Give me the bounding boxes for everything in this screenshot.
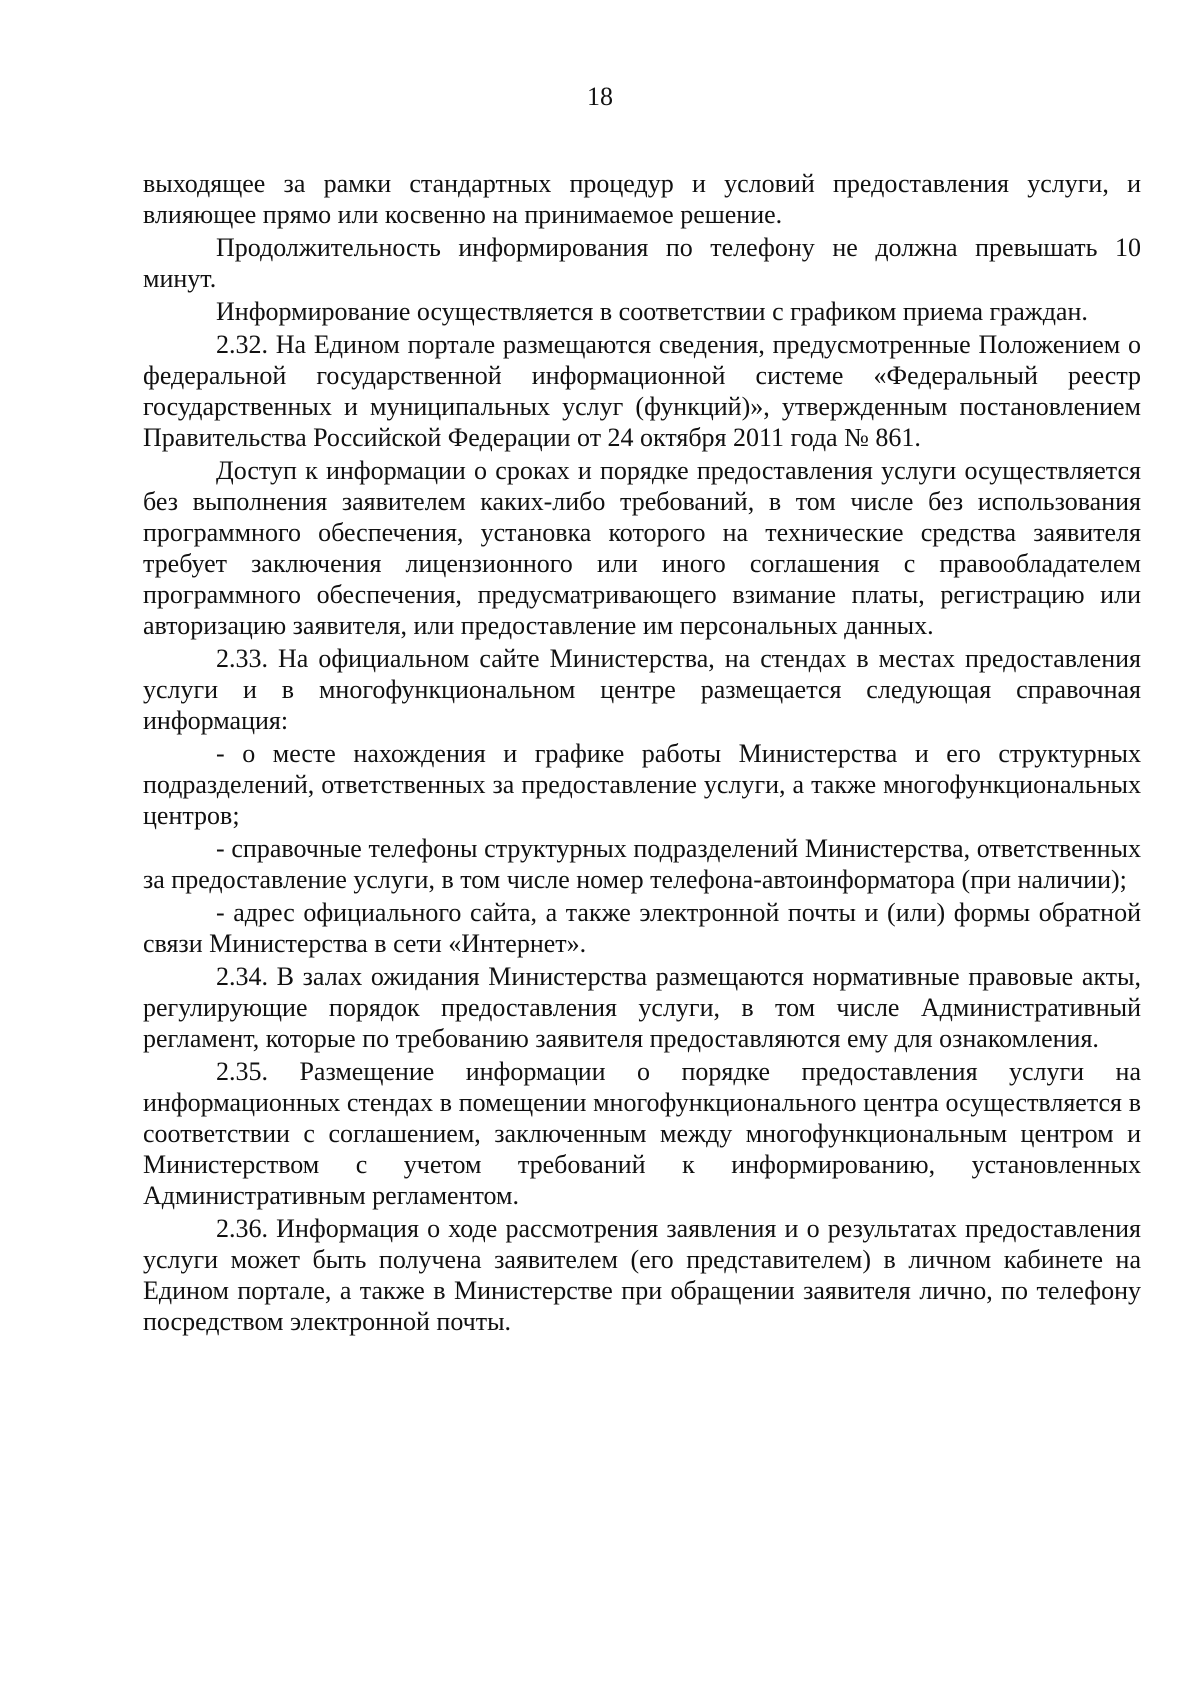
list-item-phones: - справочные телефоны структурных подразделений Министерства, ответственных за предоставление услуги, в том числе номер телефона-автоинформатора (при наличии); [143, 834, 1141, 894]
document-body [143, 168, 1141, 1339]
list-item-website: - адрес официального сайта, а также электронной почты и (или) формы обратной связи Министерства в сети «Интернет». [143, 898, 1141, 958]
paragraph-2-34: 2.34. В залах ожидания Министерства размещаются нормативные правовые акты, регулирующие порядок предоставления услуги, в том числе Административный регламент, которые по требованию заявителя предоставляются ему для ознакомления. [143, 962, 1141, 1053]
paragraph-access: Доступ к информации о сроках и порядке предоставления услуги осуществляется без выполнения заявителем каких-либо требований, в том числе без использования программного обеспечения, установка которого на технические средства заявителя требует заключения лицензионного или иного соглашения с правообладателем программного обеспечения, предусматривающего взимание платы, регистрацию или авторизацию заявителя, или предоставление им персональных данных. [143, 456, 1141, 640]
page-number: 18 [587, 82, 613, 111]
paragraph-phone-duration: Продолжительность информирования по телефону не должна превышать 10 минут. [143, 233, 1141, 293]
paragraph-schedule: Информирование осуществляется в соответствии с графиком приема граждан. [216, 297, 1088, 326]
list-item-location: - о месте нахождения и графике работы Министерства и его структурных подразделений, ответственных за предоставление услуги, а также многофункциональных центров; [143, 739, 1141, 830]
paragraph-2-32: 2.32. На Едином портале размещаются сведения, предусмотренные Положением о федеральной государственной информационной системе «Федеральный реестр государственных и муниципальных услуг (функций)», утвержденным постановлением Правительства Российской Федерации от 24 октября 2011 года № 861. [143, 330, 1141, 452]
paragraph-2-33: 2.33. На официальном сайте Министерства, на стендах в местах предоставления услуги и в многофункциональном центре размещается следующая справочная информация: [143, 644, 1141, 735]
paragraph-2-36: 2.36. Информация о ходе рассмотрения заявления и о результатах предоставления услуги может быть получена заявителем (его представителем) в личном кабинете на Едином портале, а также в Министерстве при обращении заявителя лично, по телефону посредством электронной почты. [143, 1214, 1141, 1336]
paragraph-continuation: выходящее за рамки стандартных процедур и условий предоставления услуги, и влияющее прямо или косвенно на принимаемое решение. [143, 169, 1141, 229]
paragraph-2-35: 2.35. Размещение информации о порядке предоставления услуги на информационных стендах в помещении многофункционального центра осуществляется в соответствии с соглашением, заключенным между многофункциональным центром и Министерством с учетом требований к информированию, установленных Административным регламентом. [143, 1057, 1141, 1210]
